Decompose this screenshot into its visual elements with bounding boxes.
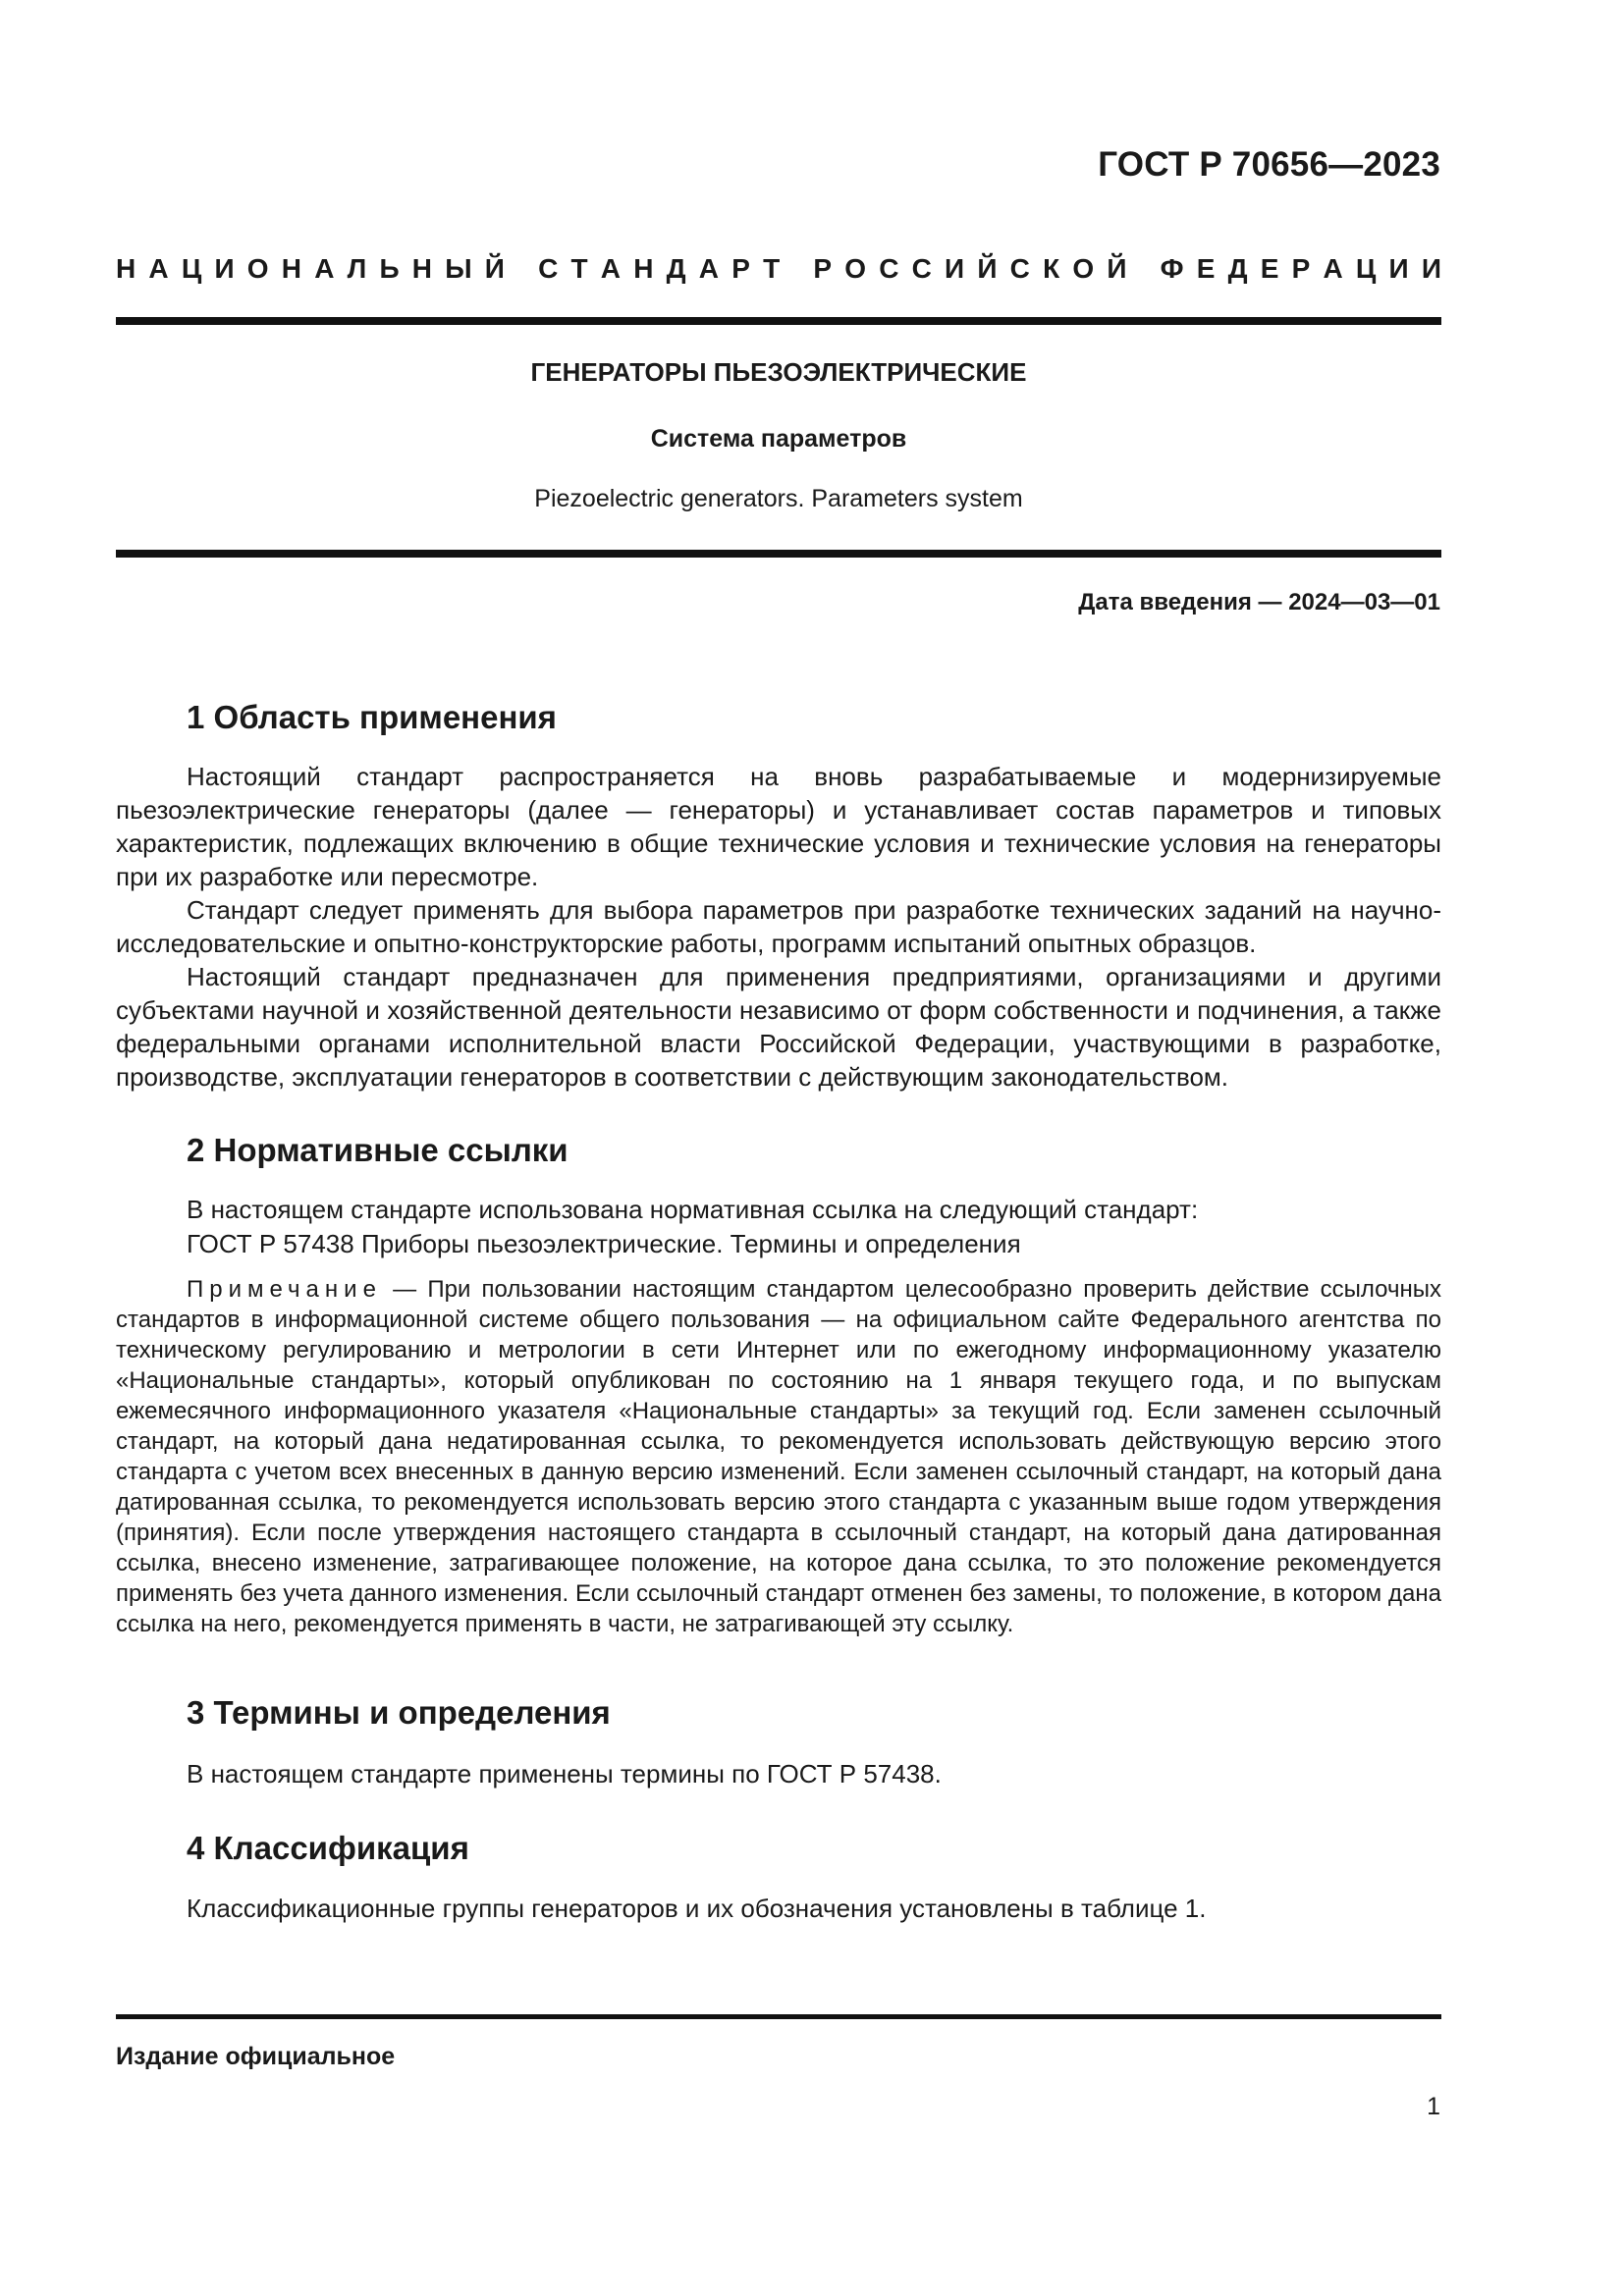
gost-number: ГОСТ Р 70656—2023	[1098, 145, 1440, 184]
section-1-paragraph: Стандарт следует применять для выбора параметров при разработке технических заданий на научно-исследовательские и опытно-конструкторские работы, программ испытаний опытных образцов.	[116, 895, 1441, 958]
banner-letter: О	[844, 253, 866, 284]
banner-letter: Й	[1107, 253, 1127, 284]
banner-letter: А	[698, 253, 720, 284]
banner-letter: Т	[763, 253, 781, 284]
banner-letter: С	[879, 253, 899, 284]
banner-letter: О	[246, 253, 269, 284]
banner-letter: Т	[570, 253, 588, 284]
national-standard-banner	[116, 253, 1441, 285]
banner-letter: И	[1421, 253, 1441, 284]
banner-letter: Ь	[379, 253, 400, 284]
document-title: ГЕНЕРАТОРЫ ПЬЕЗОЭЛЕКТРИЧЕСКИЕ	[530, 357, 1027, 387]
banner-letter: А	[148, 253, 169, 284]
banner-letter: Д	[1227, 253, 1248, 284]
official-edition-label: Издание официальное	[116, 2043, 396, 2070]
banner-letter: И	[1388, 253, 1409, 284]
banner-letter: О	[1072, 253, 1095, 284]
section-2-heading: 2 Нормативные ссылки	[187, 1132, 568, 1168]
banner-gap	[1140, 253, 1148, 285]
section-1-body	[116, 760, 1441, 1094]
note-label: Примечание	[187, 1276, 382, 1303]
section-2-reference: ГОСТ Р 57438 Приборы пьезоэлектрические. Термины и определения	[187, 1229, 1021, 1258]
banner-letter: И	[945, 253, 965, 284]
effective-date: Дата введения — 2024—03—01	[1078, 589, 1440, 615]
banner-letter: И	[214, 253, 235, 284]
banner-letter: А	[314, 253, 335, 284]
section-2-intro: В настоящем стандарте использована нормативная ссылка на следующий стандарт:	[187, 1195, 1199, 1224]
banner-letter: А	[1323, 253, 1343, 284]
banner-letter: С	[538, 253, 559, 284]
banner-letter: Р	[731, 253, 750, 284]
section-1-paragraph: Настоящий стандарт распространяется на вновь разрабатываемые и модернизируемые пьезоэлектрические генераторы (далее — генераторы) и устанавливает состав параметров и типовых характеристик, подлежащих включению в общие технические условия и технические условия на генераторы при их разработке или пересмотре.	[116, 762, 1441, 891]
banner-letter: Р	[1291, 253, 1311, 284]
banner-letter: Ц	[181, 253, 202, 284]
footer-divider	[116, 2014, 1441, 2019]
section-4-heading: 4 Классификация	[187, 1830, 469, 1866]
top-divider	[116, 317, 1441, 325]
banner-letter: К	[1043, 253, 1060, 284]
banner-letter: Е	[1260, 253, 1279, 284]
banner-letter: Д	[666, 253, 686, 284]
banner-letter: С	[1009, 253, 1030, 284]
section-1-heading: 1 Область применения	[187, 699, 557, 735]
banner-letter: Н	[116, 253, 136, 284]
banner-letter: Н	[281, 253, 301, 284]
banner-letter: Е	[1196, 253, 1216, 284]
banner-letter: Н	[633, 253, 654, 284]
banner-letter: Л	[347, 253, 367, 284]
document-title-english: Piezoelectric generators. Parameters system	[534, 485, 1023, 512]
section-1-paragraph: Настоящий стандарт предназначен для применения предприятиями, организациями и другими субъектами научной и хозяйственной деятельности независимо от форм собственности и подчинения, а также федеральными органами исполнительной власти Российской Федерации, участвующими в разработке, производстве, эксплуатации генераторов в соответствии с действующим законодательством.	[116, 962, 1441, 1092]
section-3-text: В настоящем стандарте применены термины по ГОСТ Р 57438.	[187, 1759, 942, 1789]
title-divider	[116, 550, 1441, 558]
section-3-heading: 3 Термины и определения	[187, 1694, 611, 1731]
note-text: — При пользовании настоящим стандартом целесообразно проверить действие ссылочных стандартов в информационной системе общего пользования — на официальном сайте Федерального агентства по техническому регулированию и метрологии в сети Интернет или по ежегодному информационному указателю «Национальные стандарты», который опубликован по состоянию на 1 января текущего года, и по выпускам ежемесячного информационного указателя «Национальные стандарты» за текущий год. Если заменен ссылочный стандарт, на который дана недатированная ссылка, то рекомендуется использовать действующую версию этого стандарта с учетом всех внесенных в данную версию изменений. Если заменен ссылочный стандарт, на который дана датированная ссылка, то рекомендуется использовать версию этого стандарта с указанным выше годом утверждения (принятия). Если после утверждения настоящего стандарта в ссылочный стандарт, на который дана датированная ссылка, внесено изменение, затрагивающее положение, на которое дана ссылка, то это положение рекомендуется применять без учета данного изменения. Если ссылочный стандарт отменен без замены, то положение, в котором дана ссылка на него, рекомендуется применять в части, не затрагивающей эту ссылку.	[116, 1276, 1441, 1637]
banner-gap	[517, 253, 525, 285]
banner-letter: С	[911, 253, 932, 284]
page-number: 1	[1427, 2093, 1440, 2120]
banner-letter: Ц	[1355, 253, 1377, 284]
banner-gap	[792, 253, 800, 285]
section-4-text: Классификационные группы генераторов и их обозначения установлены в таблице 1.	[187, 1894, 1207, 1923]
section-2-note	[116, 1274, 1441, 1639]
banner-letter: Ф	[1160, 253, 1184, 284]
document-subtitle: Система параметров	[650, 425, 907, 453]
banner-letter: Й	[977, 253, 998, 284]
banner-letter: Й	[484, 253, 505, 284]
banner-letter: Ы	[445, 253, 472, 284]
banner-letter: Н	[411, 253, 432, 284]
banner-letter: А	[600, 253, 622, 284]
banner-letter: Р	[813, 253, 833, 284]
